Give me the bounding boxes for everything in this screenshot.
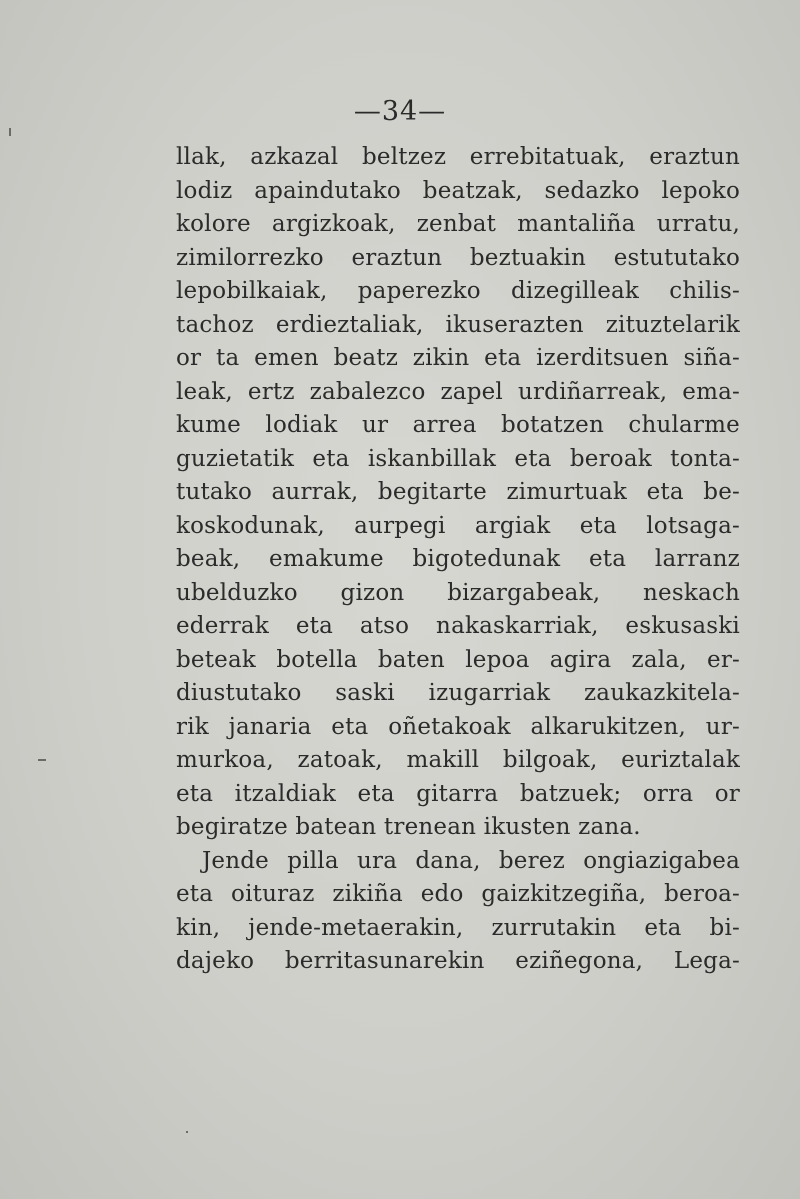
text-line: zimilorrezko eraztun beztuakin estututako — [176, 244, 740, 271]
text-line: beteak botella baten lepoa agira zala, er- — [176, 646, 740, 673]
text-line: koskodunak, aurpegi argiak eta lotsaga- — [176, 512, 740, 539]
text-line: dajeko berritasunarekin eziñegona, Lega- — [176, 948, 740, 974]
page-speck — [186, 1131, 188, 1133]
body-text — [176, 141, 740, 979]
text-line: lepobilkaiak, paperezko dizegilleak chilis- — [176, 278, 740, 304]
text-line: kin, jende-metaerakin, zurrutakin eta bi- — [176, 914, 740, 941]
text-line: tachoz erdieztaliak, ikuserazten zituztelarik — [176, 311, 740, 338]
text-line: leak, ertz zabalezco zapel urdiñarreak, ema- — [176, 378, 740, 405]
text-line: or ta emen beatz zikin eta izerditsuen siña- — [176, 345, 740, 371]
paragraph-end-line: begiratze batean trenean ikusten zana. — [176, 814, 641, 840]
text-line: diustutako saski izugarriak zaukazkitela- — [176, 680, 740, 706]
page-speck — [9, 128, 11, 136]
text-line: ubelduzko gizon bizargabeak, neskach — [176, 579, 740, 606]
text-line: ederrak eta atso nakaskarriak, eskusaski — [176, 613, 740, 639]
text-line: murkoa, zatoak, makill bilgoak, euriztalak — [176, 747, 740, 773]
text-line: tutako aurrak, begitarte zimurtuak eta be- — [176, 479, 740, 505]
text-line: lodiz apaindutako beatzak, sedazko lepoko — [176, 177, 740, 204]
text-line: beak, emakume bigotedunak eta larranz — [176, 546, 740, 572]
text-line: kume lodiak ur arrea botatzen chularme — [176, 412, 740, 438]
text-line: llak, azkazal beltzez errebitatuak, eraztun — [176, 144, 740, 170]
text-line: kolore argizkoak, zenbat mantaliña urratu, — [176, 211, 740, 237]
text-line: eta oituraz zikiña edo gaizkitzegiña, beroa- — [176, 881, 740, 907]
page-number: —34— — [353, 96, 447, 127]
text-line: guzietatik eta iskanbillak eta beroak tonta- — [176, 445, 740, 472]
text-line: eta itzaldiak eta gitarra batzuek; orra or — [176, 780, 740, 807]
text-line: rik janaria eta oñetakoak alkarukitzen, ur- — [176, 713, 740, 740]
page-speck — [38, 759, 46, 761]
paragraph-start-line: Jende pilla ura dana, berez ongiazigabea — [202, 847, 740, 874]
